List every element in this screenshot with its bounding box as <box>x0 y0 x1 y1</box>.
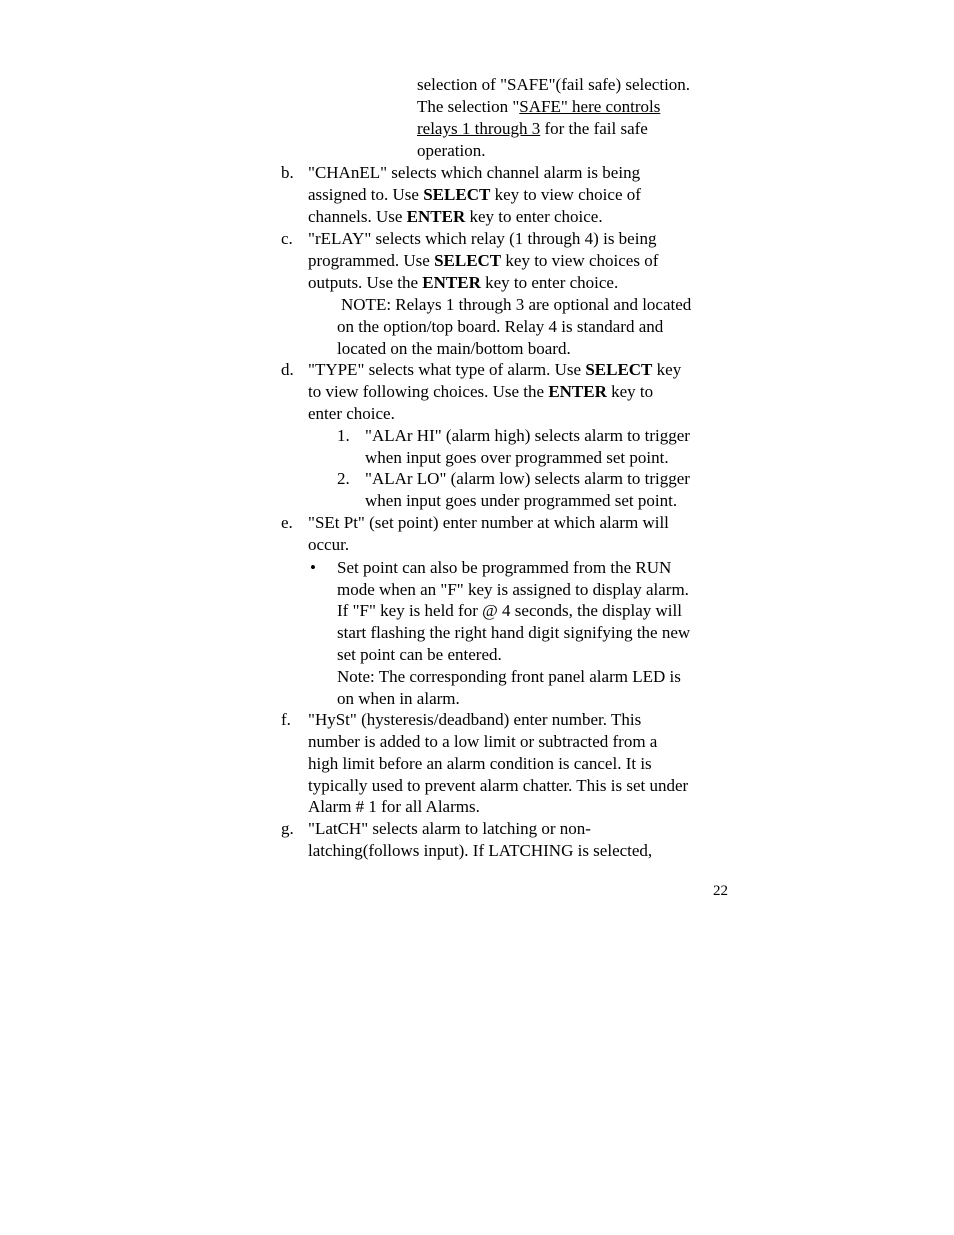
item-e-label: e. <box>281 513 293 532</box>
item-g-line-1: "LatCH" selects alarm to latching or non- <box>308 819 591 838</box>
item-d-sub-1-number: 1. <box>337 426 350 445</box>
item-d-line-3: enter choice. <box>308 404 395 423</box>
item-e-line-1: "SEt Pt" (set point) enter number at which alarm will <box>308 513 669 532</box>
enter-key-text: ENTER <box>548 382 607 401</box>
item-c-note-3: located on the main/bottom board. <box>337 339 571 358</box>
intro-line-3-underlined: relays 1 through 3 <box>417 119 541 138</box>
text-run: key to enter choice. <box>480 273 619 292</box>
text-run: to view following choices. Use the <box>308 382 549 401</box>
intro-line-4: operation. <box>417 141 486 160</box>
item-d-sub-1-line-1: "ALAr HI" (alarm high) selects alarm to trigger <box>365 426 690 445</box>
item-g-label: g. <box>281 819 294 838</box>
intro-line-3b: for the fail safe <box>540 119 648 138</box>
item-d-sub-1-line-2: when input goes over programmed set point. <box>365 448 669 467</box>
item-f-line-3: high limit before an alarm condition is cancel. It is <box>308 754 652 773</box>
intro-line-1: selection of "SAFE"(fail safe) selection. <box>417 75 691 94</box>
item-d-label: d. <box>281 360 294 379</box>
text-run: channels. Use <box>308 207 407 226</box>
item-e-bullet-line-5: set point can be entered. <box>337 645 502 664</box>
item-b-line-2 <box>308 184 641 206</box>
item-e-bullet-line-3: If "F" key is held for @ 4 seconds, the display will <box>337 601 682 620</box>
item-e-note-line-2: on when in alarm. <box>337 689 460 708</box>
select-key-text: SELECT <box>585 360 653 379</box>
bullet-icon: • <box>310 558 316 577</box>
page-number: 22 <box>713 883 728 899</box>
text-run: assigned to. Use <box>308 185 424 204</box>
text-run: outputs. Use the <box>308 273 423 292</box>
item-f-line-2: number is added to a low limit or subtracted from a <box>308 732 658 751</box>
text-run: key <box>652 360 682 379</box>
item-g-line-2: latching(follows input). If LATCHING is selected, <box>308 841 653 860</box>
item-e-bullet-line-1: Set point can also be programmed from the RUN <box>337 558 672 577</box>
item-d-line-2 <box>308 381 653 403</box>
intro-line-2-underlined: SAFE" here controls <box>519 97 661 116</box>
item-d-sub-2-line-2: when input goes under programmed set point. <box>365 491 678 510</box>
item-b-line-3 <box>308 206 603 228</box>
item-b-line-1: "CHAnEL" selects which channel alarm is being <box>308 163 641 182</box>
item-f-line-4: typically used to prevent alarm chatter. This is set under <box>308 776 689 795</box>
item-c-line-1: "rELAY" selects which relay (1 through 4) is being <box>308 229 657 248</box>
item-d-line-1 <box>308 359 681 381</box>
item-e-line-2: occur. <box>308 535 350 554</box>
item-c-note-1: NOTE: Relays 1 through 3 are optional and located <box>341 295 692 314</box>
enter-key-text: ENTER <box>406 207 466 226</box>
select-key-text: SELECT <box>434 251 502 270</box>
item-b-label: b. <box>281 163 294 182</box>
item-f-label: f. <box>281 710 291 729</box>
text-run: key to <box>606 382 654 401</box>
item-e-bullet-line-4: start flashing the right hand digit signifying the new <box>337 623 691 642</box>
item-e-note-line-1: Note: The corresponding front panel alarm LED is <box>337 667 681 686</box>
text-run: key to enter choice. <box>465 207 603 226</box>
text-run: programmed. Use <box>308 251 435 270</box>
select-key-text: SELECT <box>423 185 491 204</box>
text-run: "TYPE" selects what type of alarm. Use <box>308 360 586 379</box>
item-f-line-5: Alarm # 1 for all Alarms. <box>308 797 480 816</box>
item-d-sub-2-line-1: "ALAr LO" (alarm low) selects alarm to trigger <box>365 469 690 488</box>
intro-line-3 <box>417 118 648 140</box>
text-run: key to view choice of <box>490 185 641 204</box>
item-f-line-1: "HySt" (hysteresis/deadband) enter number. This <box>308 710 642 729</box>
item-c-note-2: on the option/top board. Relay 4 is standard and <box>337 317 664 336</box>
item-c-line-2 <box>308 250 658 272</box>
item-c-line-3 <box>308 272 618 294</box>
intro-line-2 <box>417 96 660 118</box>
intro-line-2a: The selection " <box>417 97 520 116</box>
item-c-label: c. <box>281 229 293 248</box>
text-run: key to view choices of <box>501 251 659 270</box>
item-d-sub-2-number: 2. <box>337 469 350 488</box>
item-e-bullet-line-2: mode when an "F" key is assigned to display alarm. <box>337 580 689 599</box>
enter-key-text: ENTER <box>422 273 481 292</box>
